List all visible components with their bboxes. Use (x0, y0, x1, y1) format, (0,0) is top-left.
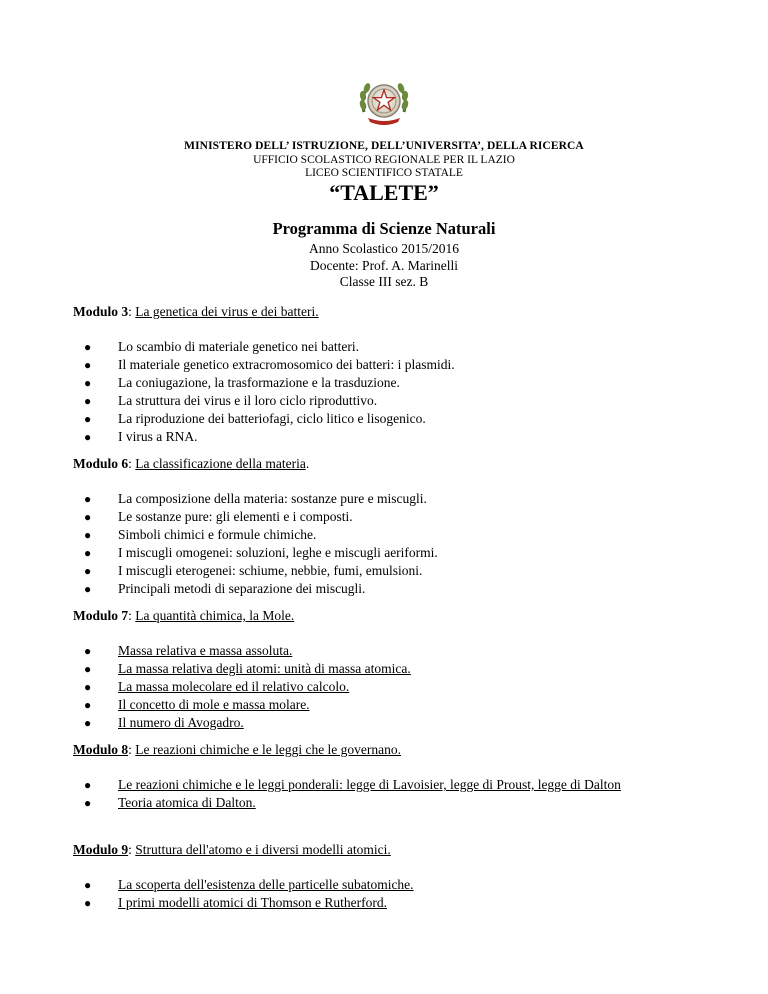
module-9 (73, 841, 713, 912)
italian-emblem-icon (354, 72, 414, 132)
school-type-heading: LICEO SCIENTIFICO STATALE (305, 167, 463, 179)
list-item: ● Le reazioni chimiche e le leggi ponderali: legge di Lavoisier, legge di Proust, legge di Dalton (84, 777, 621, 792)
list-item: ● Il numero di Avogadro. (84, 715, 244, 730)
list-item: ● Il concetto di mole e massa molare. (84, 697, 310, 712)
bullet-icon: ● (84, 716, 92, 730)
bullet-icon: ● (84, 698, 92, 712)
list-item: ● I virus a RNA. (84, 429, 198, 444)
list-item: ● La composizione della materia: sostanze pure e miscugli. (84, 491, 427, 506)
list-item: ● Massa relativa e massa assoluta. (84, 643, 293, 658)
class-name: Classe III sez. B (339, 274, 429, 289)
module-label: Modulo 6 (73, 456, 129, 471)
module-label: Modulo 8 (73, 742, 129, 757)
bullet-icon: ● (84, 430, 92, 444)
list-item: ● Il materiale genetico extracromosomico dei batteri: i plasmidi. (84, 357, 455, 372)
module-heading: Modulo 7: La quantità chimica, la Mole. (73, 608, 295, 623)
module-label: Modulo 7 (73, 608, 129, 623)
list-item: ● La massa molecolare ed il relativo calcolo. (84, 679, 350, 694)
module-title-suffix: . (305, 456, 310, 471)
list-item: ● I miscugli omogenei: soluzioni, leghe e miscugli aeriformi. (84, 545, 438, 560)
list-item: ● Le sostanze pure: gli elementi e i composti. (84, 509, 353, 524)
list-item: ● La scoperta dell'esistenza delle particelle subatomiche. (84, 877, 414, 892)
ministry-heading: MINISTERO DELL’ ISTRUZIONE, DELL’UNIVERSITA’, DELLA RICERCA (184, 140, 584, 152)
module-heading: Modulo 6: La classificazione della materia. (73, 456, 310, 471)
module-heading: Modulo 3: La genetica dei virus e dei batteri. (73, 304, 319, 319)
bullet-icon: ● (84, 680, 92, 694)
list-item: ● Lo scambio di materiale genetico nei batteri. (84, 339, 360, 354)
module-heading: Modulo 8: Le reazioni chimiche e le leggi che le governano. (73, 742, 402, 757)
bullet-icon: ● (84, 358, 92, 372)
school-name: “TALETE” (329, 180, 439, 205)
list-item: ● La struttura dei virus e il loro ciclo riproduttivo. (84, 393, 378, 408)
bullet-icon: ● (84, 582, 92, 596)
module-3 (73, 303, 713, 446)
list-item: ● Principali metodi di separazione dei miscugli. (84, 581, 366, 596)
bullet-icon: ● (84, 778, 92, 792)
list-item: ● La riproduzione dei batteriofagi, ciclo litico e lisogenico. (84, 411, 426, 426)
program-title: Programma di Scienze Naturali (272, 219, 496, 238)
module-title: La quantità chimica, la Mole. (135, 608, 295, 623)
module-8 (73, 741, 713, 812)
module-7 (73, 607, 713, 732)
module-title: Struttura dell'atomo e i diversi modelli atomici. (135, 842, 391, 857)
bullet-icon: ● (84, 896, 92, 910)
regional-office-heading: UFFICIO SCOLASTICO REGIONALE PER IL LAZIO (253, 154, 515, 166)
list-item: ● La massa relativa degli atomi: unità di massa atomica. (84, 661, 411, 676)
bullet-icon: ● (84, 546, 92, 560)
module-title: Le reazioni chimiche e le leggi che le governano. (135, 742, 402, 757)
module-label: Modulo 9 (73, 842, 129, 857)
bullet-icon: ● (84, 412, 92, 426)
list-item: ● I miscugli eterogenei: schiume, nebbie, fumi, emulsioni. (84, 563, 423, 578)
bullet-icon: ● (84, 394, 92, 408)
list-item: ● Simboli chimici e formule chimiche. (84, 527, 317, 542)
bullet-icon: ● (84, 878, 92, 892)
bullet-icon: ● (84, 492, 92, 506)
bullet-icon: ● (84, 564, 92, 578)
teacher-name: Docente: Prof. A. Marinelli (309, 258, 459, 273)
bullet-icon: ● (84, 644, 92, 658)
bullet-icon: ● (84, 340, 92, 354)
module-title: La genetica dei virus e dei batteri. (135, 304, 319, 319)
bullet-icon: ● (84, 510, 92, 524)
list-item: ● La coniugazione, la trasformazione e la trasduzione. (84, 375, 400, 390)
module-title: La classificazione della materia (135, 456, 306, 471)
list-item: ● I primi modelli atomici di Thomson e Rutherford. (84, 895, 387, 910)
module-heading: Modulo 9: Struttura dell'atomo e i diversi modelli atomici. (73, 842, 391, 857)
bullet-icon: ● (84, 528, 92, 542)
module-6 (73, 455, 713, 598)
bullet-icon: ● (84, 662, 92, 676)
bullet-icon: ● (84, 796, 92, 810)
list-item: ● Teoria atomica di Dalton. (84, 795, 256, 810)
bullet-icon: ● (84, 376, 92, 390)
module-label: Modulo 3 (73, 304, 129, 319)
school-year: Anno Scolastico 2015/2016 (309, 241, 459, 256)
